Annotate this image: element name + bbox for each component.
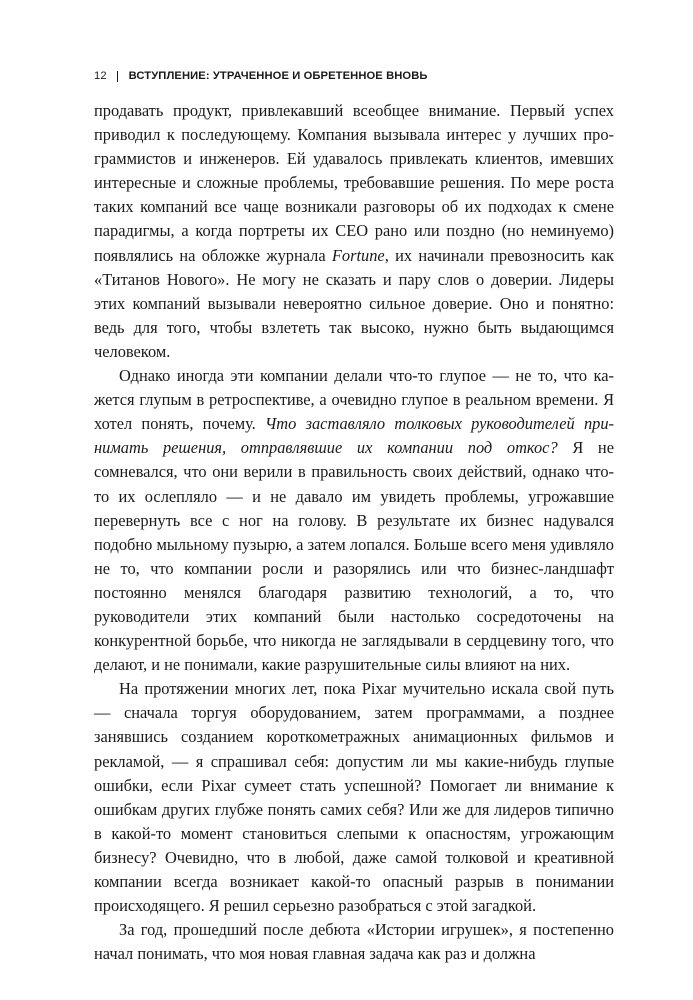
paragraph-2-text-2: Я не сомневался, что они верили в правильность своих действий, однако что-то их ослепляло — и не давало им увидеть проблемы, угрожавшие перевернуть все с ног на голову. В результате их бизнес надувался подобно мыльному пузырю, а затем лопался. Больше всего меня удивляло не то, что компании росли и разорялись или что бизнес-ландшафт постоянно менялся благодаря развитию технологий, а то, что руководители этих компаний были настолько сосредоточены на конкурентной борьбе, что никогда не заглядывали в сердцевину того, что делают, и не понимали, какие разрушительные силы влияют на них. [94,438,614,675]
running-header [94,66,614,86]
paragraph-1 [94,99,614,364]
paragraph-2 [94,364,614,677]
paragraph-2-italic: Что заставляло толковых руководителей принимать решения, отправлявшие их компании под откос? [94,414,614,458]
body-text [94,99,614,966]
paragraph-1-text-2: , их начинали превозносить как «Титанов Нового». Не могу не сказать и пару слов о доверии. Лидеры этих компаний вызывали невероятно сильное доверие. Оно и понятно: ведь для того, чтобы взлететь так высоко, нужно быть выдающимся человеком. [94,245,614,361]
section-title: ВСТУПЛЕНИЕ: УТРАЧЕННОЕ И ОБРЕТЕННОЕ ВНОВЬ [128,70,428,82]
header-divider [117,71,118,82]
page-number: 12 [94,70,107,82]
paragraph-2-text: Однако иногда эти компании делали что-то глупое — не то, что кажется глупым в ретроспективе, а очевидно глупое в реальном времени. Я хотел понять, почему. [94,366,614,434]
paragraph-1-text: продавать продукт, привлекавший всеобщее внимание. Первый успех приводил к последующему. Компания вызывала интерес у лучших программистов и инженеров. Ей удавалось привлекать клиентов, имевших интересные и сложные проблемы, требовавшие решения. По мере роста таких компаний все чаще возникали разговоры об их подходах к смене парадигмы, а когда портреты их CEO рано или поздно (но неминуемо) появлялись на обложке журнала [94,101,614,265]
paragraph-3-text: На протяжении многих лет, пока Pixar мучительно искала свой путь — сначала торгуя оборудованием, затем программами, а позднее занявшись созданием короткометражных анимационных фильмов и рекламой, — я спрашивал себя: допустим ли мы какие-нибудь глупые ошибки, если Pixar сумеет стать успешной? Помогает ли внимание к ошибкам других глубже понять самих себя? Или же для лидеров типично в какой-то момент становиться слепыми к опасностям, угрожающим бизнесу? Очевидно, что в любой, даже самой толковой и креативной компании всегда возникает какой-то опасный разрыв в понимании происходящего. Я решил серьезно разобраться с этой загадкой. [94,679,614,916]
paragraph-3 [94,677,614,918]
paragraph-4 [94,918,614,966]
paragraph-4-text: За год, прошедший после дебюта «Истории игрушек», я постепенно начал понимать, что моя новая главная задача как раз и должна [94,920,614,964]
paragraph-1-italic: Fortune [331,245,385,265]
